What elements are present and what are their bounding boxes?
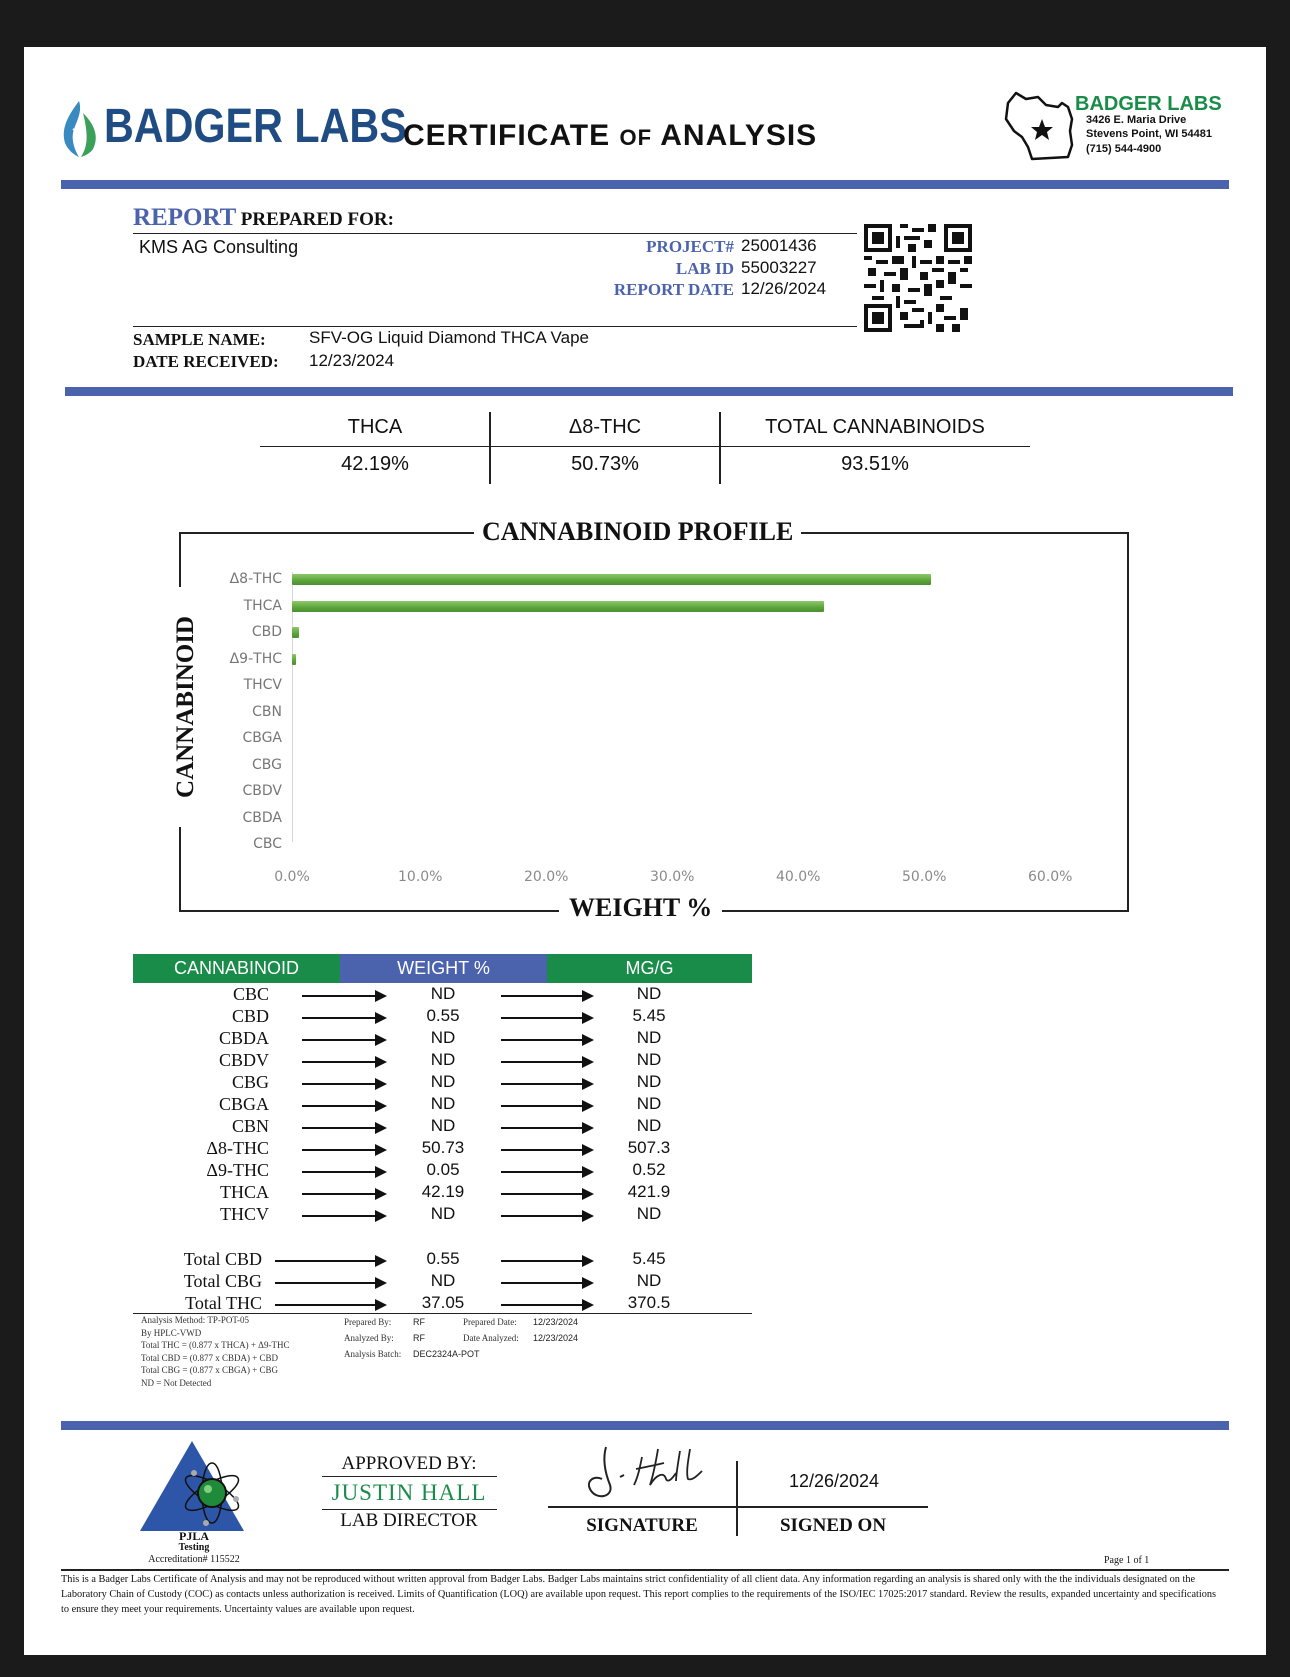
chart-category-label: CBG [252,756,282,773]
batch-value: DEC2324A-POT [413,1349,480,1359]
weight-cell: ND [430,1271,456,1290]
weight-cell: 42.19 [421,1182,465,1201]
row-arrow-icon [302,1127,385,1129]
row-arrow-icon [501,1039,592,1041]
prepared-date-value: 12/23/2024 [533,1317,579,1327]
summary-value-total: 93.51% [841,453,909,475]
weight-cell: ND [430,984,456,1003]
weight-cell: 0.55 [426,1249,460,1268]
report-divider [65,387,1233,396]
lab-address-line2: Stevens Point, WI 54481 [1086,128,1212,140]
chart-y-axis [292,572,293,842]
row-arrow-icon [302,1017,385,1019]
qr-code-icon [864,224,972,332]
method-note-line: By HPLC-VWD [141,1327,202,1338]
row-arrow-icon [501,995,592,997]
prepared-by-value: RF [413,1317,425,1327]
method-note-line: Total CBG = (0.877 x CBGA) + CBG [141,1365,279,1375]
table-header-mgg: MG/G [547,954,752,983]
date-received-value: 12/23/2024 [309,351,395,370]
chart-title: CANNABINOID PROFILE [474,517,801,547]
sample-rule [133,326,857,327]
row-arrow-icon [302,1061,385,1063]
row-arrow-icon [501,1193,592,1195]
table-row-name: CBG [231,1072,269,1092]
mgg-cell: 0.52 [632,1160,666,1179]
weight-cell: ND [430,1204,456,1223]
weight-cell: ND [430,1094,456,1113]
row-arrow-icon [302,1105,385,1107]
row-arrow-icon [275,1282,385,1284]
row-arrow-icon [501,1127,592,1129]
mgg-cell: ND [636,1204,662,1223]
total-row-name: Total THC [185,1293,262,1313]
lab-address-line1: 3426 E. Maria Drive [1086,114,1187,126]
weight-cell: 37.05 [421,1293,465,1312]
chart-bar [292,627,299,638]
date-received-label: DATE RECEIVED: [133,352,279,371]
table-row-name: CBN [231,1116,269,1136]
method-note-line: Analysis Method: TP-POT-05 [141,1315,250,1325]
table-row-name: CBGA [218,1094,269,1114]
table-row-name: CBD [231,1006,269,1026]
weight-cell: 0.05 [426,1160,460,1179]
row-arrow-icon [501,1017,592,1019]
row-arrow-icon [275,1260,385,1262]
method-note-line: Total THC = (0.877 x THCA) + Δ9-THC [141,1340,290,1350]
summary-header-thca: THCA [347,416,403,438]
weight-cell: ND [430,1116,456,1135]
weight-cell: 0.55 [426,1006,460,1025]
table-row-name: THCA [220,1182,269,1202]
summary-value-d8thc: 50.73% [571,453,639,475]
chart-frame [179,532,1129,912]
accreditation-number: Accreditation# 115522 [148,1554,240,1565]
header-divider [61,180,1229,189]
summary-value-thca: 42.19% [341,453,409,475]
sample-name-value: SFV-OG Liquid Diamond THCA Vape [309,328,590,347]
row-arrow-icon [302,1039,385,1041]
chart-x-tick-label: 20.0% [524,869,569,885]
row-arrow-icon [501,1061,592,1063]
total-row-name: Total CBD [183,1249,262,1269]
row-arrow-icon [501,1282,592,1284]
row-arrow-icon [501,1171,592,1173]
weight-cell: ND [430,1072,456,1091]
chart-x-tick-label: 60.0% [1028,869,1073,885]
lab-name: BADGER LABS [1075,93,1222,115]
project-value: 25001436 [741,236,817,255]
chart-x-tick-label: 30.0% [650,869,695,885]
chart-category-label: CBC [253,836,282,852]
chart-x-label: WEIGHT % [559,893,722,923]
row-arrow-icon [302,1193,385,1195]
total-row-name: Total CBG [183,1271,262,1291]
row-arrow-icon [275,1304,385,1306]
chart-category-label: CBDA [242,809,282,826]
mgg-cell: 5.45 [632,1006,666,1025]
report-date-label: REPORT DATE [613,280,734,299]
mgg-cell: ND [636,1271,662,1290]
accreditor-sub: Testing [178,1542,210,1553]
row-arrow-icon [501,1105,592,1107]
chart-category-label: CBN [252,703,282,720]
mgg-cell: 421.9 [627,1182,671,1201]
chart-y-label: CANNABINOID [172,587,200,827]
report-date-value: 12/26/2024 [741,279,827,298]
page-number: Page 1 of 1 [1104,1555,1150,1566]
row-arrow-icon [501,1149,592,1151]
analyzed-by-value: RF [413,1333,425,1343]
signed-on-label: SIGNED ON [779,1515,887,1536]
approver-title: LAB DIRECTOR [340,1510,478,1531]
footer-divider [61,1421,1229,1430]
row-arrow-icon [302,1171,385,1173]
report-prepared-for: REPORT PREPARED FOR: [133,204,394,231]
chart-category-label: CBGA [242,730,282,746]
signature-image [584,1439,714,1509]
row-arrow-icon [302,995,385,997]
mgg-cell: 507.3 [627,1138,671,1157]
mgg-cell: ND [636,984,662,1003]
summary-rule [260,446,1030,447]
chart-x-tick-label: 40.0% [776,869,821,885]
signature-label: SIGNATURE [586,1515,698,1536]
signature-rule [548,1506,928,1508]
mgg-cell: ND [636,1116,662,1135]
chart-category-label: THCV [243,677,282,693]
mgg-cell: ND [636,1094,662,1113]
approved-rule-top [322,1476,497,1477]
approver-name: JUSTIN HALL [331,1480,487,1505]
approved-by-label: APPROVED BY: [341,1453,477,1474]
chart-x-tick-label: 50.0% [902,869,947,885]
chart-category-label: CBDV [242,783,282,799]
chart-x-tick-label: 0.0% [274,869,310,885]
weight-cell: 50.73 [421,1138,465,1157]
brand-logo-text: BADGER LABS [104,100,407,153]
chart-category-label: CBD [251,624,282,640]
row-arrow-icon [302,1215,385,1217]
weight-cell: ND [430,1050,456,1069]
certificate-page [24,47,1266,1655]
lab-id-value: 55003227 [741,258,817,277]
chart-bar [292,601,824,612]
table-row-name: Δ9-THC [206,1160,269,1180]
row-arrow-icon [501,1215,592,1217]
method-note-line: Total CBD = (0.877 x CBDA) + CBD [141,1352,279,1363]
summary-header-d8thc: Δ8-THC [568,416,642,438]
row-arrow-icon [501,1304,592,1306]
project-label: PROJECT# [646,237,734,256]
sample-name-label: SAMPLE NAME: [133,330,266,349]
client-name: KMS AG Consulting [139,237,299,257]
mgg-cell: 5.45 [632,1249,666,1268]
prepared-for-rule [133,233,857,234]
table-row-name: THCV [220,1204,269,1224]
row-arrow-icon [302,1149,385,1151]
chart-bar [292,654,296,665]
lab-id-label: LAB ID [675,259,734,278]
table-row-name: CBDV [218,1050,269,1070]
row-arrow-icon [501,1260,592,1262]
wisconsin-map-icon [1002,85,1082,163]
chart-category-label: Δ9-THC [229,650,282,667]
disclaimer-rule [61,1569,1229,1571]
mgg-cell: ND [636,1072,662,1091]
document-title: CERTIFICATE OF ANALYSIS [403,119,818,152]
mgg-cell: 370.5 [627,1293,671,1312]
row-arrow-icon [302,1083,385,1085]
chart-bar [292,574,931,585]
accreditor-name: PJLA [179,1529,209,1543]
prepared-by-label: Prepared By: [344,1317,392,1327]
chart-category-label: Δ8-THC [229,571,282,587]
table-row-name: CBDA [218,1028,269,1048]
table-row-name: CBC [232,984,269,1004]
batch-label: Analysis Batch: [344,1349,402,1359]
mgg-cell: ND [636,1050,662,1069]
weight-cell: ND [430,1028,456,1047]
table-header-cannabinoid: CANNABINOID [133,954,340,983]
summary-header-total: TOTAL CANNABINOIDS [765,416,985,438]
disclaimer-text: This is a Badger Labs Certificate of Analysis and may not be reproduced without written approval from Badger Labs. Badger Labs maintains strict confidentiality of all client data. Any information regarding an analysis is shared only with the the individuals designated on the Laboratory Chain of Custody (COC) as contacts unless authorization is received. Limits of Quantification (LOQ) are available upon request. This report complies to the requirements of the ISO/IEC 17025:2017 standard. Review the results, expanded uncertainty and specifications to ensure they meet your requirements. Uncertainty values are available upon request. [61,1574,1217,1615]
analyzed-by-label: Analyzed By: [344,1333,394,1343]
row-arrow-icon [501,1083,592,1085]
badger-leaf-logo-icon [57,99,101,159]
table-header-weight: WEIGHT % [340,954,547,983]
analyzed-date-value: 12/23/2024 [533,1333,579,1343]
signed-on-value: 12/26/2024 [788,1471,880,1491]
chart-category-label: THCA [243,597,282,614]
method-note-line: ND = Not Detected [141,1377,212,1388]
analyzed-date-label: Date Analyzed: [463,1333,519,1343]
lab-phone: (715) 544-4900 [1086,143,1162,155]
table-row-name: Δ8-THC [206,1138,269,1158]
pjla-accreditation-icon [136,1437,248,1537]
mgg-cell: ND [636,1028,662,1047]
chart-x-tick-label: 10.0% [398,869,443,885]
prepared-date-label: Prepared Date: [463,1317,517,1327]
